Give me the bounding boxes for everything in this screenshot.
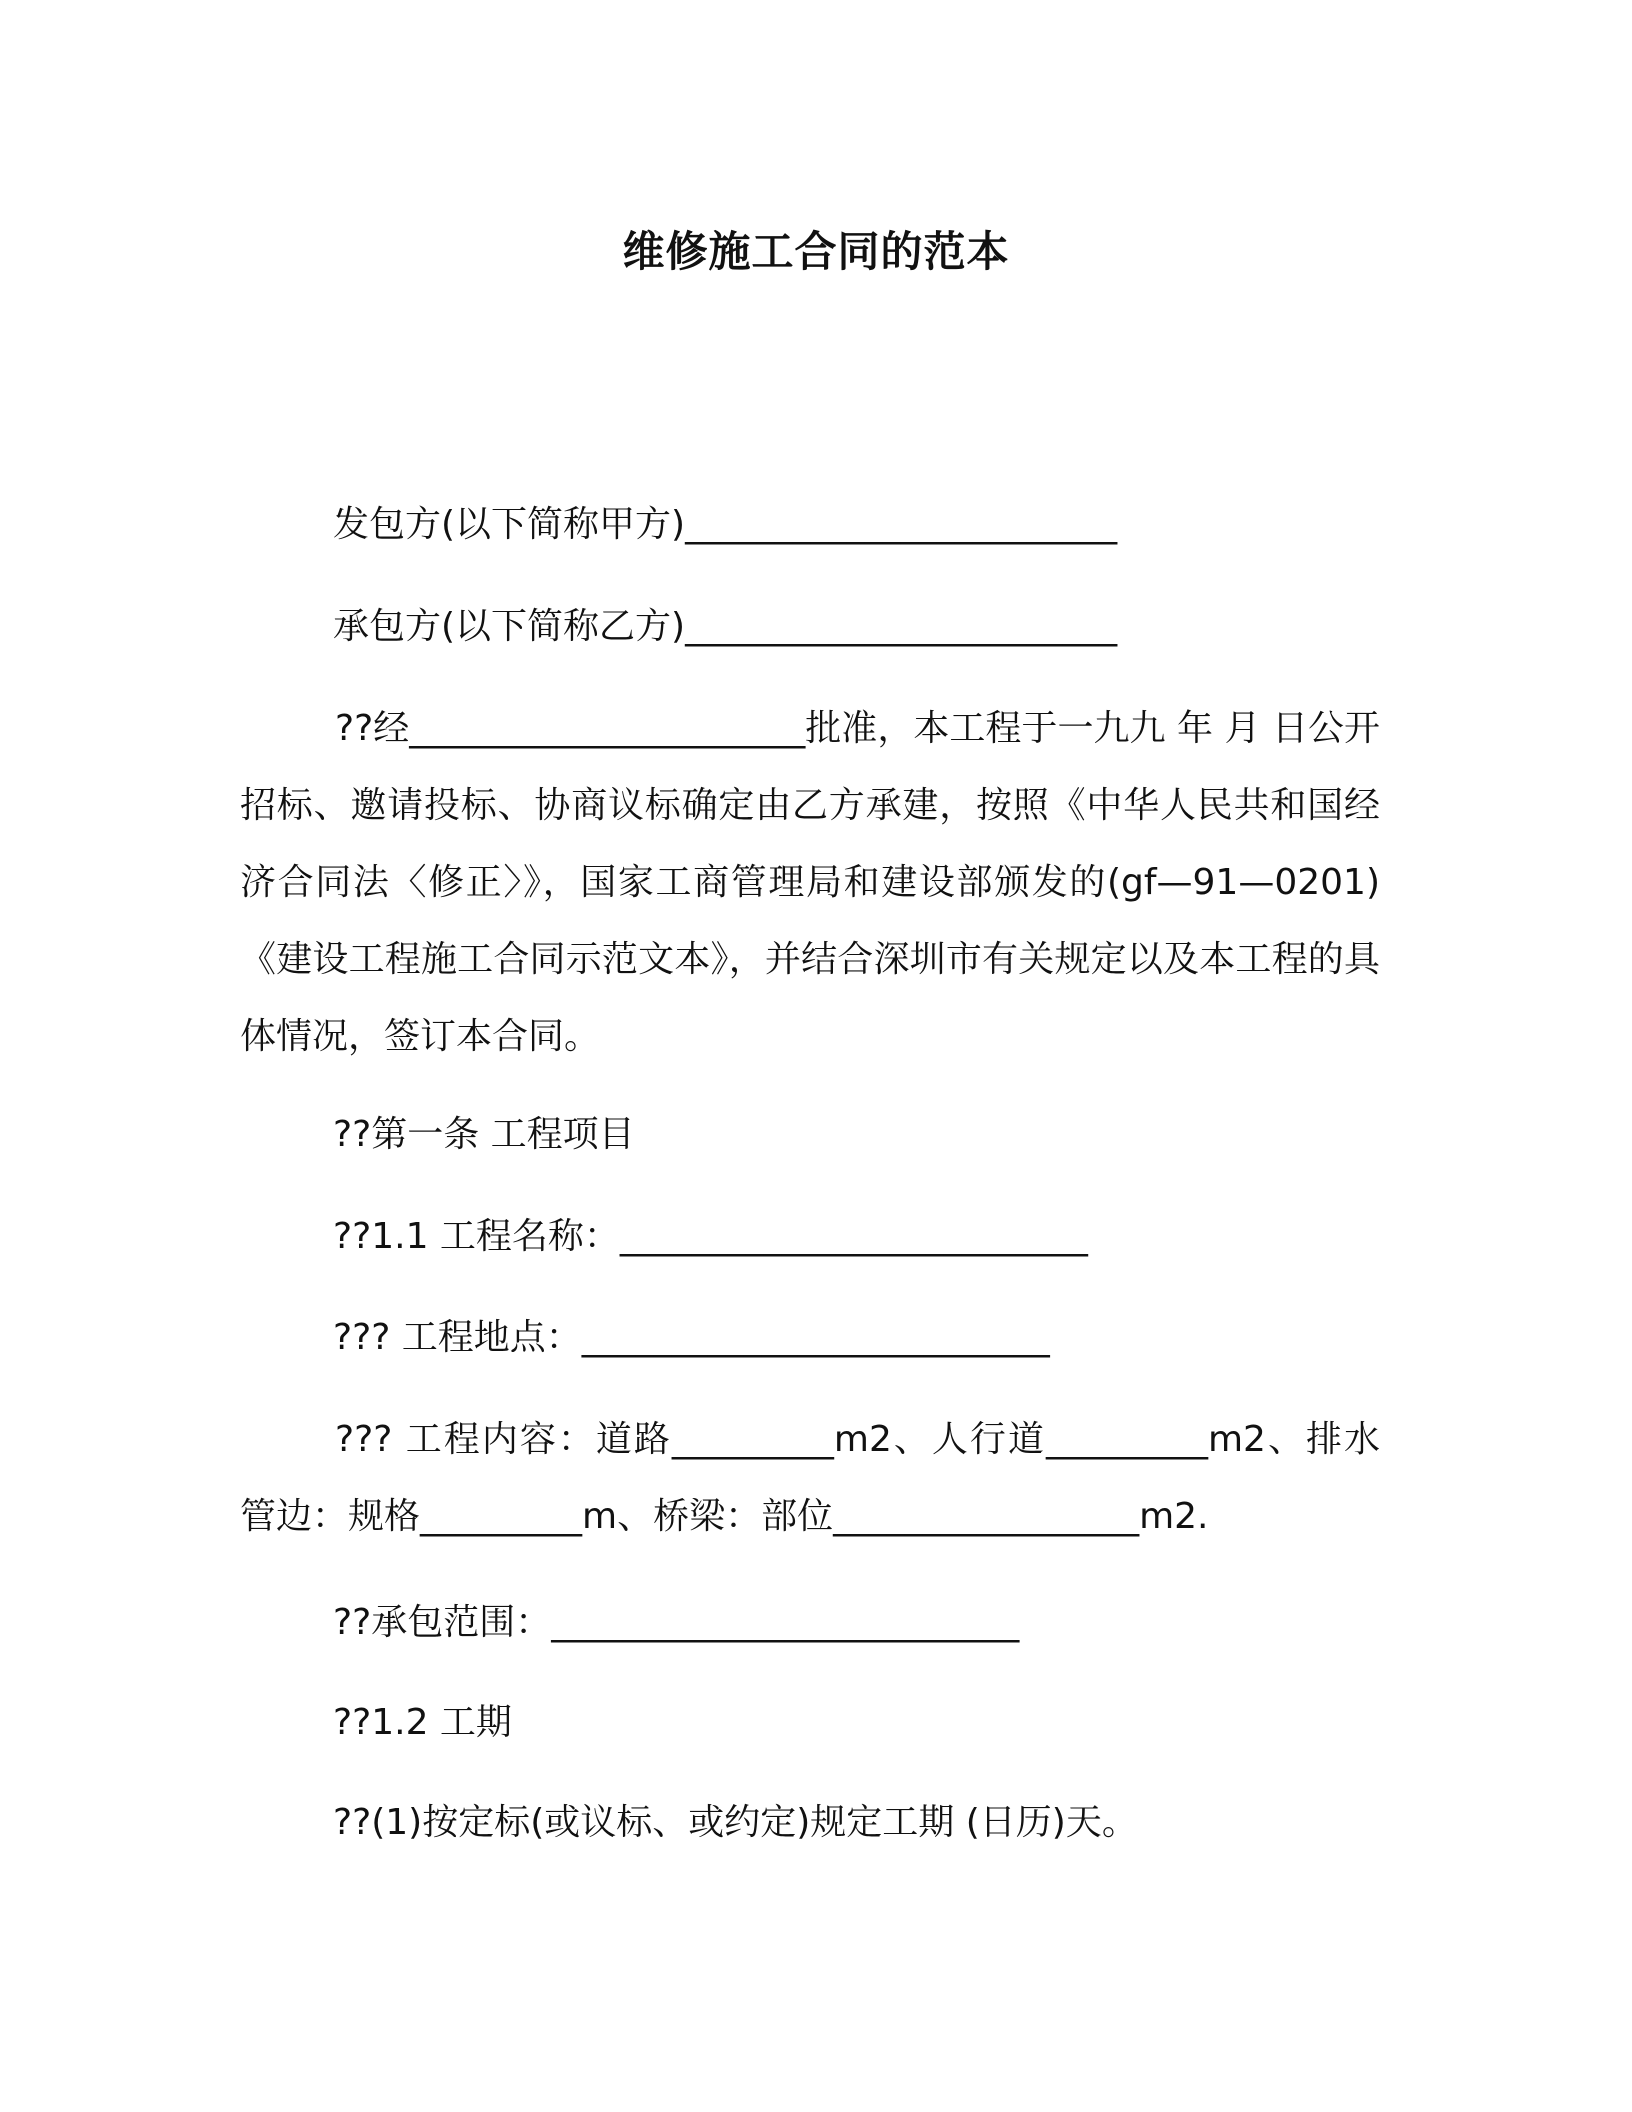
schedule-heading: ??1.2 工期: [333, 1702, 512, 1743]
party-b-line: 承包方(以下简称乙方)________________________: [333, 606, 1118, 647]
project-location-line: ??? 工程地点：__________________________: [333, 1317, 1050, 1358]
schedule-item-1: ??(1)按定标(或议标、或约定)规定工期 (日历)天。: [333, 1802, 1138, 1843]
party-a-line: 发包方(以下简称甲方)________________________: [333, 504, 1118, 545]
article-1-heading: ??第一条 工程项目: [333, 1114, 635, 1155]
project-content-paragraph: ??? 工程内容：道路_________m2、人行道_________m2、排水管边：规格_________m、桥梁：部位_________________m2.: [240, 1419, 1380, 1537]
document-title: 维修施工合同的范本: [622, 227, 1010, 276]
project-name-line: ??1.1 工程名称：__________________________: [333, 1216, 1088, 1257]
preamble-paragraph: ??经______________________批准，本工程于一九九 年 月 日公开招标、邀请投标、协商议标确定由乙方承建，按照《中华人民共和国经济合同法〈修正〉》，国家工商管理局和建设部颁发的(gf—91—0201)《建设工程施工合同示范文本》，并结合深圳市有关规定以及本工程的具体情况，签订本合同。: [240, 708, 1380, 1057]
contract-scope-line: ??承包范围：__________________________: [333, 1602, 1020, 1643]
